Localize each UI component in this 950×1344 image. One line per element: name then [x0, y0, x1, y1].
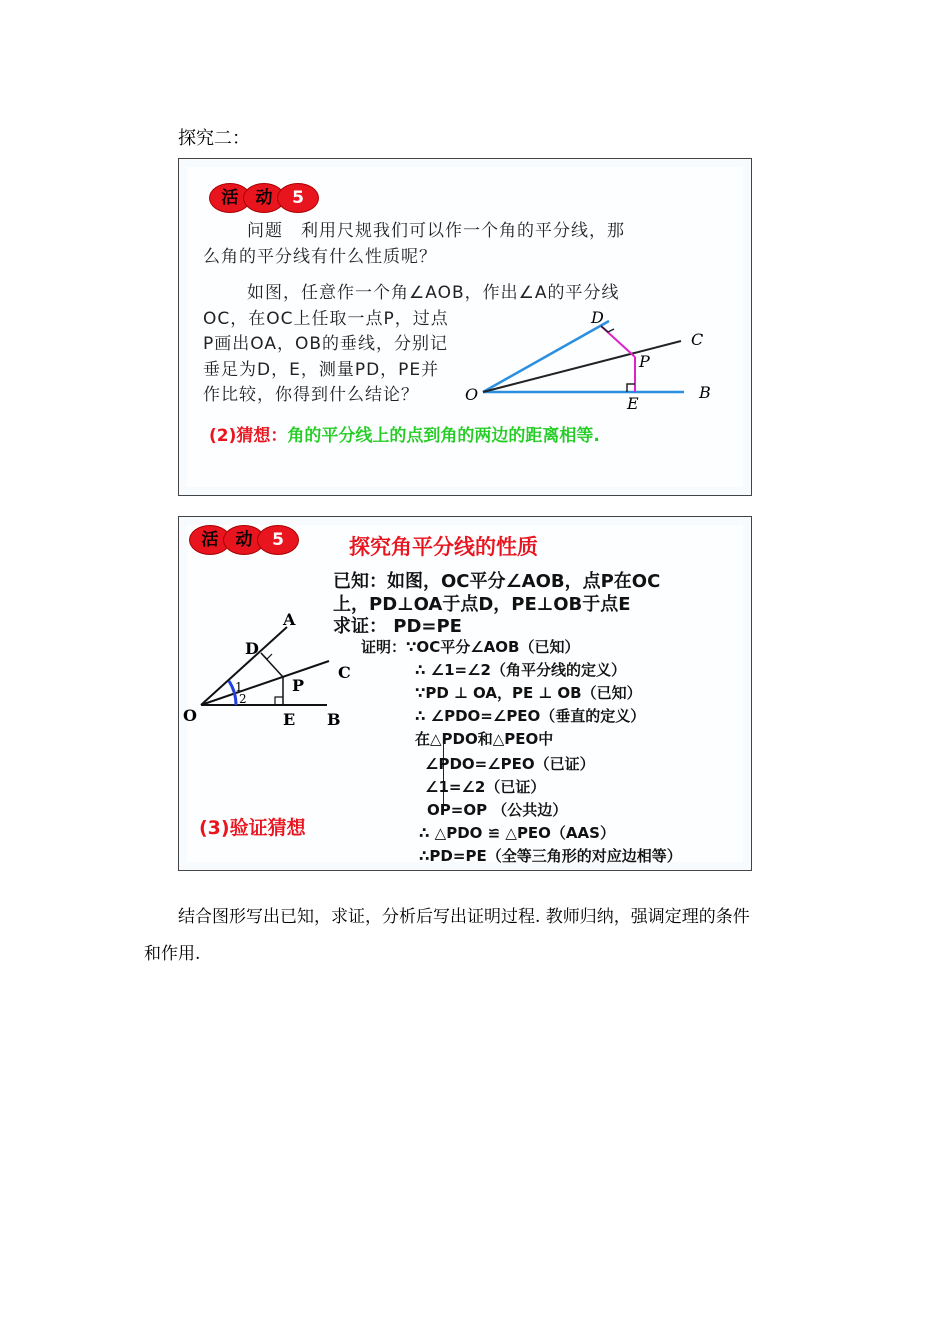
- label-b: B: [699, 383, 711, 402]
- badge-char: 动: [223, 525, 265, 555]
- activity-badge: [189, 525, 291, 555]
- proof-line: ∴ ∠1=∠2（角平分线的定义）: [415, 661, 626, 679]
- label-c: C: [338, 663, 351, 682]
- activity-badge: [209, 183, 311, 213]
- right-angle-mark-d: [261, 653, 272, 659]
- proof-line: ∴ △PDO ≌ △PEO（AAS）: [419, 824, 615, 842]
- label-p: P: [292, 676, 305, 695]
- ray-oc: [483, 341, 681, 392]
- guess-statement: [209, 421, 600, 446]
- angle-label-1: 1: [235, 680, 243, 694]
- label-e: E: [283, 710, 296, 729]
- slide-title: 探究角平分线的性质: [349, 534, 538, 559]
- label-a: A: [283, 610, 296, 629]
- proof-line: 在△PDO和△PEO中: [415, 730, 554, 748]
- ray-oc: [201, 661, 329, 705]
- label-b: B: [327, 710, 341, 729]
- label-c: C: [691, 330, 704, 349]
- proof-line: ∠PDO=∠PEO（已证）: [425, 755, 595, 773]
- badge-char: 活: [209, 183, 251, 213]
- right-angle-mark-e: [275, 697, 283, 705]
- label-o: O: [465, 385, 479, 404]
- prove-statement: 求证： PD=PE: [333, 616, 462, 637]
- badge-char: 活: [189, 525, 231, 555]
- label-e: E: [627, 394, 639, 413]
- angle-bisector-figure: [459, 299, 729, 419]
- guess-text: 角的平分线上的点到角的两边的距离相等.: [287, 426, 600, 446]
- proof-line: ∵PD ⊥ OA，PE ⊥ OB（已知）: [415, 684, 642, 702]
- slide-activity-5-question: [178, 158, 752, 496]
- question-line-2: 么角的平分线有什么性质呢？: [203, 247, 437, 267]
- proof-line: ∴PD=PE（全等三角形的对应边相等）: [419, 847, 682, 865]
- badge-number: 5: [277, 183, 319, 213]
- ray-oa: [483, 321, 609, 392]
- label-p: P: [639, 352, 650, 371]
- slide-activity-5-proof: [178, 516, 752, 871]
- given-line-2: 上，PD⊥OA于点D，PE⊥OB于点E: [333, 594, 631, 615]
- paragraph-line-2: 和作用.: [144, 944, 201, 964]
- badge-char: 动: [243, 183, 285, 213]
- proof-line: 证明：∵OC平分∠AOB（已知）: [361, 638, 580, 656]
- paragraph-line-1: 结合图形写出已知，求证，分析后写出证明过程. 教师归纳，强调定理的条件: [178, 907, 750, 927]
- given-line-1: 已知：如图，OC平分∠AOB，点P在OC: [333, 571, 661, 592]
- description-line-3: P画出OA，OB的垂线，分别记: [203, 334, 449, 354]
- section-heading: 探究二：: [178, 128, 250, 149]
- proof-line: ∠1=∠2（已证）: [425, 778, 546, 796]
- guess-label: (2)猜想：: [209, 426, 288, 446]
- description-line-5: 作比较，你得到什么结论？: [203, 385, 419, 405]
- label-o: O: [183, 706, 197, 725]
- verify-label: (3)验证猜想: [199, 817, 306, 839]
- description-line-4: 垂足为D，E，测量PD，PE并: [203, 360, 440, 380]
- angle-label-2: 2: [239, 692, 247, 706]
- description-line-1: 如图，任意作一个角∠AOB，作出∠A的平分线: [247, 283, 620, 303]
- label-d: D: [591, 308, 604, 327]
- label-d: D: [245, 639, 259, 658]
- proof-line: ∴ ∠PDO=∠PEO（垂直的定义）: [415, 707, 646, 725]
- angle-bisector-proof-figure: [179, 607, 354, 742]
- proof-line: OP=OP （公共边）: [427, 801, 568, 819]
- badge-number: 5: [257, 525, 299, 555]
- description-line-2: OC，在OC上任取一点P，过点: [203, 309, 449, 329]
- question-line-1: 问题 利用尺规我们可以作一个角的平分线，那: [247, 221, 625, 241]
